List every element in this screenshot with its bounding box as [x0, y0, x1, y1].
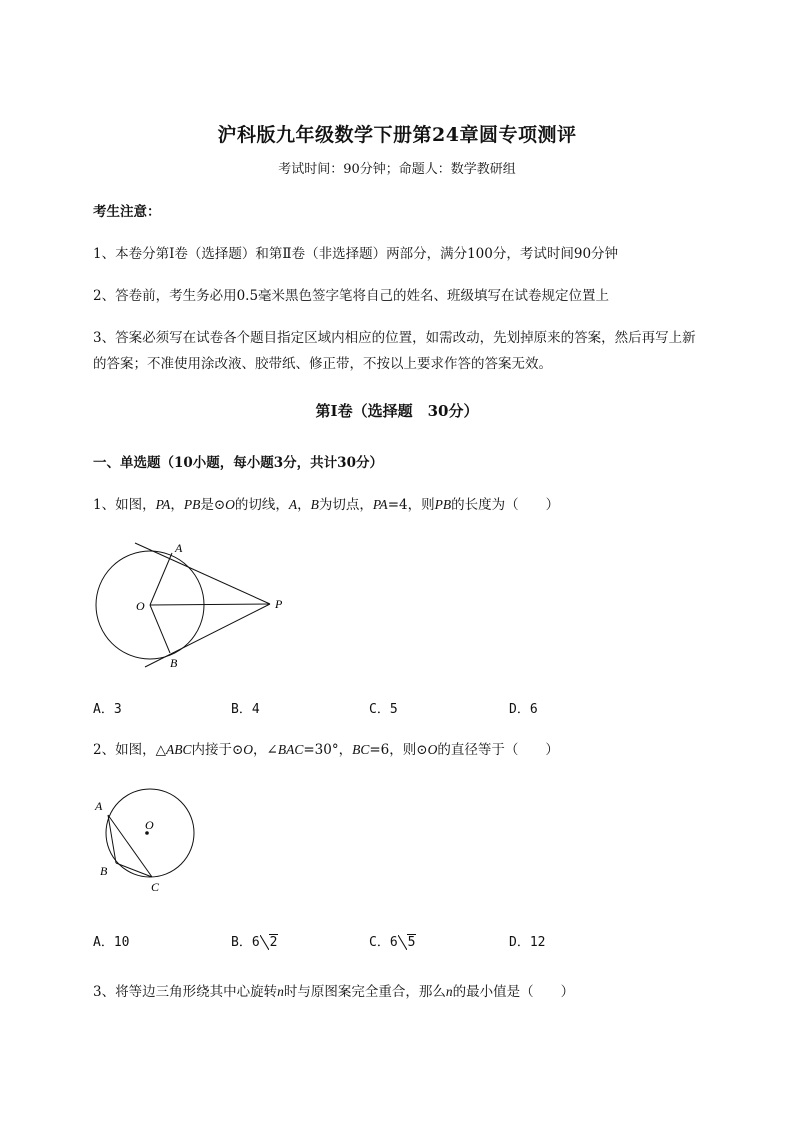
notice-item-3-cont: 的答案；不准使用涂改液、胶带纸、修正带，不按以上要求作答的答案无效。: [93, 356, 552, 372]
question-3-text: 3、将等边三角形绕其中心旋转n时与原图案完全重合，那么n的最小值是（ ）: [93, 984, 575, 1000]
segment-oa: [150, 553, 172, 605]
label-c-2: C: [151, 880, 160, 894]
segment-op: [150, 604, 270, 605]
sqrt-sign: 2: [260, 935, 279, 950]
notice-item-1: 1、本卷分第I卷（选择题）和第Ⅱ卷（非选择题）两部分，满分100分，考试时间90分钟: [93, 246, 619, 262]
tangent-pb: [145, 604, 270, 667]
label-b-2: B: [100, 864, 108, 878]
q1-option-b[interactable]: B．4: [231, 702, 260, 717]
segment-ob: [150, 605, 170, 653]
q2-option-d[interactable]: D．12: [509, 935, 546, 950]
label-o-2: O: [145, 818, 154, 832]
q1-option-d[interactable]: D．6: [509, 702, 538, 717]
page-title: 沪科版九年级数学下册第24章圆专项测评: [217, 124, 577, 146]
sqrt-sign: 5: [398, 935, 417, 950]
q2-option-b[interactable]: B．6 2: [231, 935, 278, 950]
part-heading: 一、单选题（10小题，每小题3分，共计30分）: [93, 455, 383, 471]
tangent-pa: [135, 543, 270, 604]
q1-option-a[interactable]: A．3: [93, 702, 122, 717]
label-o: O: [136, 599, 145, 613]
question-2-text: 2、如图，△ABC内接于⊙O，∠BAC=30°，BC=6，则⊙O的直径等于（ ）: [93, 742, 559, 758]
notice-heading: 考生注意：: [93, 204, 161, 220]
q2-option-c[interactable]: C．6 5: [369, 935, 416, 950]
question-2-figure: [90, 785, 210, 900]
notice-item-3: 3、答案必须写在试卷各个题目指定区域内相应的位置，如需改动，先划掉原来的答案，然后再写上新: [93, 330, 696, 346]
q2-option-a[interactable]: A．10: [93, 935, 130, 950]
notice-item-2: 2、答卷前，考生务必用0.5毫米黑色签字笔将自己的姓名、班级填写在试卷规定位置上: [93, 288, 610, 304]
question-1-figure: [90, 535, 300, 675]
label-a-2: A: [95, 799, 103, 813]
exam-subtitle: 考试时间：90分钟；命题人：数学教研组: [278, 162, 516, 177]
label-a: A: [175, 541, 183, 555]
q1-option-c[interactable]: C．5: [369, 702, 398, 717]
label-b: B: [170, 656, 178, 670]
question-1-text: 1、如图，PA，PB是⊙O的切线，A，B为切点，PA=4，则PB的长度为（ ）: [93, 497, 560, 513]
section-title: 第I卷（选择题 30分）: [315, 402, 479, 420]
label-p: P: [275, 597, 283, 611]
